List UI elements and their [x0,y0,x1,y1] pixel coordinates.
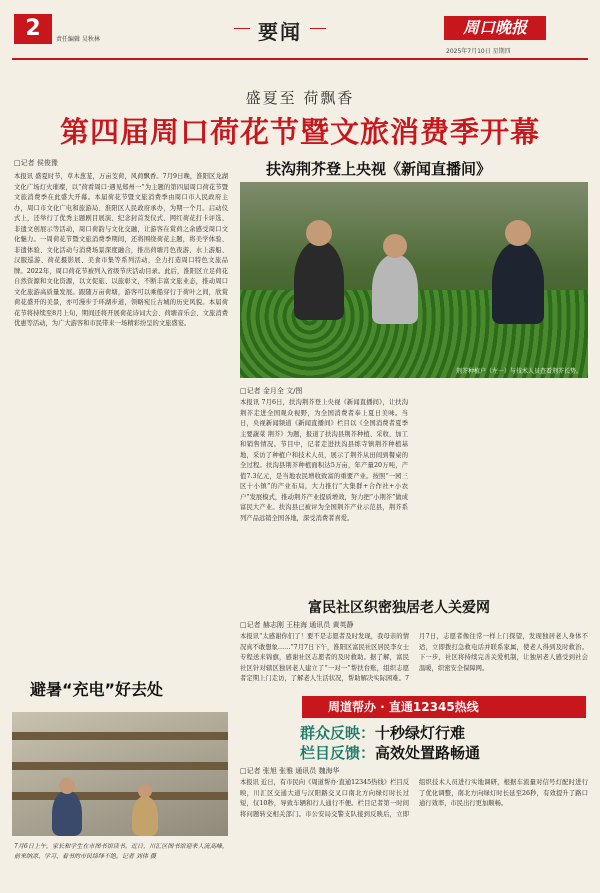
article5-headline: 避暑“充电”好去处 [30,680,164,699]
photo-caption: 荆芥种植户（左一）与技术人员查看荆芥长势。 [455,368,582,375]
kicker: 盛夏至 荷飘香 [245,89,355,107]
library-photo [12,712,228,836]
article2-headline: 扶沟荆芥登上央视《新闻直播间》 [266,160,492,178]
newspaper-logo: 周口晚报 [444,16,546,40]
main-headline: 第四届周口荷花节暨文旅消费季开幕 [59,115,540,149]
article1-byline: □记者 侯俊豫 [14,159,58,167]
editor-credit: 责任编辑 吴秋林 [56,36,100,43]
article3-headline: 富民社区织密独居老人关爱网 [308,600,490,616]
article1-body: 本报讯 盛夏时节，草木葱茏，万亩芰荷，风荷飘香。7月9日晚，淮阳区龙湖文化广场灯火璀璨，以“荷看周口·遇见郑州一”为主题的第四届周口荷花节暨文旅消费季在此盛大开幕。本届荷花节暨文旅消费季由周口市人民政府主办，周口市文化广电和旅游局、淮阳区人民政府承办，为期一个月。启动仪式上，还举行了优秀主题剧目展演、纪念封首发仪式、网红荷花打卡评选、非遗文创展示等活动，周口荷韵与文化交融，让游客在赏荷之余感受周口文化魅力。一周荷花节暨文旅消费季期间，还将围绕荷花主题，将美学体验、非遗体验、文化活动与消费场景深度融合，推出荷塘月色夜游、水上游船、汉服巡游、荷花摄影展、美食市集等系列活动，全力打造周口特色文旅品牌。2022年，周口荷花节被列入省级节庆活动目录。此后，淮阳区立足荷花自然资源和文化资源，以文促旅、以旅彰文，不断丰富文旅业态，推动周口文化旅游高质量发展。跟随万亩荷塘，游客可以乘船穿行于荷叶之间，欣赏荷花盛开的美景，亦可漫步于环湖步道，领略宛丘古城的历史风貌。本届荷花节将持续至8月上旬，期间还将开展荷花诗词大会、荷塘音乐会、文旅消费优惠等活动，为广大游客和市民带来一场精彩纷呈的文旅盛宴。 [14,173,228,327]
article2-body: 本报讯 7月6日，扶沟荆芥登上央视《新闻直播间》，让扶沟荆芥走进全国观众视野，为全国消费者奉上夏日美味。当日，央视新闻频道《新闻直播间》栏目以《全国消费者夏季主要蔬菜 荆芥》为题，报道了扶沟县荆芥种植、采收、加工和销售情况。节目中，记者走进扶沟县练寺镇荆芥种植基地，采访了种植户和技术人员，展示了荆芥从田间到餐桌的全过程。扶沟县荆芥种植面积达5万亩，年产量20万吨，产值7.3亿元，是当地农民增收致富的重要产业。按照“一园三区十小镇”的产业布局，大力推行“大集群+合作社+小农户”发展模式，推动荆芥产业提质增效，努力把“小荆芥”做成富民大产业。扶沟县已被评为全国荆芥产业示范县，荆芥系列产品远销全国各地，深受消费者喜爱。 [240,399,408,522]
issue-date: 2025年7月10日 星期四 [446,48,511,55]
article4-body: 本报讯 近日，有市民向《周道帮办·直通12345热线》栏目反映，川汇区交通大道与汉阳路交叉口南北方向绿灯时长过短，仅10秒，导致车辆和行人通行不便。栏目记者第一时间将问题转交相关部门。市公安局交警支队接到反映后，立即组织技术人员进行实地调研，根据车流量对信号灯配时进行了优化调整，南北方向绿灯时长延至26秒，有效提升了路口通行效率，市民出行更加顺畅。 [240,779,588,818]
hotline-line1: 群众反映：十秒绿灯行难 [300,724,466,742]
section-title: 要闻 [258,16,302,45]
article2-body-cont [418,386,588,576]
hotline-banner: 周道帮办 · 直通12345热线 [302,696,586,718]
article4-byline: □记者 张旭 张雅 通讯员 魏海华 [240,767,340,775]
page-header [0,0,600,58]
article5-caption: 7月6日上午，家长和学生在市图书馆读书。近日，川汇区图书馆迎来人流高峰，前来纳凉、学习、看书的市民络绎不绝。记者 刘伟 摄 [14,843,228,860]
article2-byline: □记者 金月全 文/图 [240,387,303,395]
article3-byline: □记者 赫志刚 王桂海 通讯员 黄英静 [240,621,354,629]
jingjie-farm-photo [240,182,588,378]
page-number: 2 [14,14,52,44]
header-divider [12,58,588,60]
article3-body: 本报讯“太感谢你们了！要不是志愿者及时发现，我母亲的情况真不敢想象……”7月7日下午，淮阳区富民社区居民李女士专程送来锦旗，感谢社区志愿者的及时救助。据了解，富民社区针对辖区独居老人建立了“一对一”帮扶台账，组织志愿者定期上门走访，了解老人生活状况，帮助解决实际困难。7月7日，志愿者像往常一样上门探望，发现独居老人身体不适，立即拨打急救电话并联系家属，使老人得到及时救治。下一步，社区将持续完善关爱机制，让独居老人感受到社会温暖，织密安全保障网。 [240,633,588,682]
article-lotus-festival [14,158,228,672]
hotline-line2: 栏目反馈：高效处置路畅通 [300,744,481,762]
